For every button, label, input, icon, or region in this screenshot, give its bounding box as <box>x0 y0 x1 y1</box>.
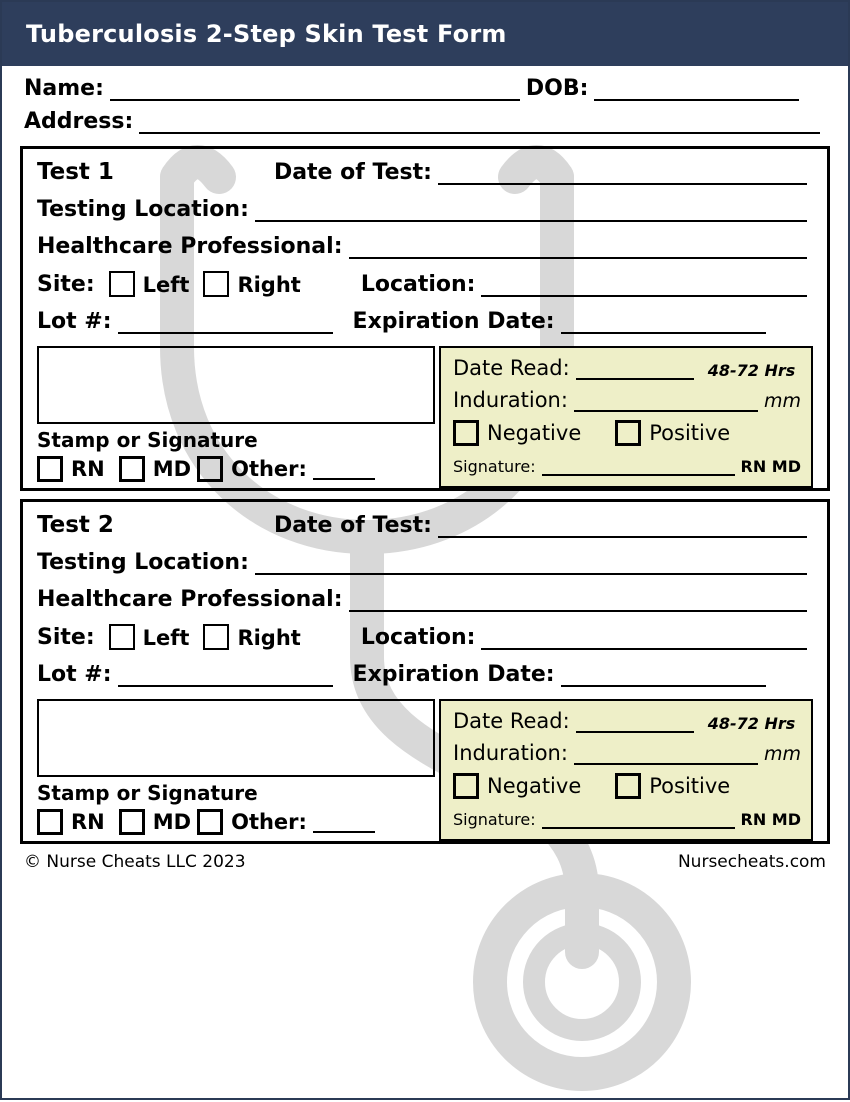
test-1-induration-input[interactable] <box>574 388 758 412</box>
test-2-credential-row <box>37 809 435 835</box>
test-1-md-checkbox[interactable] <box>119 456 145 482</box>
test-1-positive-label: Positive <box>649 421 731 445</box>
name-label: Name: <box>24 76 104 101</box>
test-2-induration-label: Induration: <box>453 741 568 765</box>
test-2-stamp-area <box>37 699 435 841</box>
test-1-lot-label: Lot #: <box>37 309 112 334</box>
test-1-stamp-label: Stamp or Signature <box>37 428 258 452</box>
test-1-expiration-input[interactable] <box>561 310 766 334</box>
test-1-expiration-label: Expiration Date: <box>352 309 555 334</box>
test-2-induration-row <box>453 741 801 765</box>
form-header <box>2 2 848 66</box>
test-1-title: Test 1 <box>37 159 114 185</box>
test-2-testing-location-input[interactable] <box>255 551 807 575</box>
test-1-stamp-area <box>37 346 435 488</box>
test-1-stamp-box[interactable] <box>37 346 435 424</box>
test-1-signature-label: Signature: <box>453 457 536 476</box>
test-1-site-left-checkbox[interactable] <box>109 271 135 297</box>
test-1-date-of-test-label: Date of Test: <box>273 160 432 185</box>
test-1-rn-label: RN <box>71 457 105 481</box>
test-1-testing-location-row <box>37 197 813 222</box>
copyright-text: © Nurse Cheats LLC 2023 <box>24 852 246 872</box>
test-2-signature-suffix: RN MD <box>740 810 801 829</box>
test-1-result-row <box>453 420 801 446</box>
website-text: Nursecheats.com <box>677 852 826 872</box>
test-1-site-right-label: Right <box>237 273 301 297</box>
test-1-signature-input[interactable] <box>542 452 735 476</box>
test-2-other-label: Other: <box>231 810 307 834</box>
test-1-date-read-row <box>453 356 801 380</box>
test-1-induration-row <box>453 388 801 412</box>
test-2-signature-row <box>453 805 801 829</box>
test-2-other-input[interactable] <box>313 811 375 833</box>
test-1-testing-location-input[interactable] <box>255 198 807 222</box>
test-1-site-row <box>37 271 813 297</box>
test-1-positive-checkbox[interactable] <box>615 420 641 446</box>
test-2-site-left-label: Left <box>142 626 190 650</box>
test-1-signature-suffix: RN MD <box>740 457 801 476</box>
test-2-site-right-label: Right <box>237 626 301 650</box>
test-2-result-row <box>453 773 801 799</box>
test-2-read-panel <box>439 699 813 841</box>
test-1-other-input[interactable] <box>313 458 375 480</box>
test-2-negative-label: Negative <box>487 774 582 798</box>
test-1-negative-checkbox[interactable] <box>453 420 479 446</box>
test-1-block <box>20 146 830 491</box>
test-2-location-label: Location: <box>360 625 476 650</box>
test-2-title-row <box>37 512 813 538</box>
test-2-date-read-row <box>453 709 801 733</box>
test-1-date-of-test-input[interactable] <box>438 161 807 185</box>
patient-info-section <box>2 66 848 146</box>
test-1-bottom-area <box>37 346 813 488</box>
test-1-negative-label: Negative <box>487 421 582 445</box>
test-2-title: Test 2 <box>37 512 114 538</box>
test-2-other-checkbox[interactable] <box>197 809 223 835</box>
test-2-induration-input[interactable] <box>574 741 758 765</box>
test-1-induration-label: Induration: <box>453 388 568 412</box>
test-1-other-checkbox[interactable] <box>197 456 223 482</box>
test-1-lot-expiration-row <box>37 309 813 334</box>
test-2-healthcare-professional-label: Healthcare Professional: <box>37 587 343 612</box>
test-1-healthcare-professional-label: Healthcare Professional: <box>37 234 343 259</box>
test-2-rn-label: RN <box>71 810 105 834</box>
test-1-lot-input[interactable] <box>118 310 333 334</box>
form-footer <box>2 852 848 872</box>
page-title: Tuberculosis 2-Step Skin Test Form <box>26 20 507 48</box>
test-2-healthcare-professional-row <box>37 587 813 612</box>
test-2-date-of-test-input[interactable] <box>438 514 807 538</box>
test-2-expiration-input[interactable] <box>561 663 766 687</box>
test-2-site-row <box>37 624 813 650</box>
test-1-date-read-input[interactable] <box>576 356 694 380</box>
test-2-testing-location-row <box>37 550 813 575</box>
test-1-location-input[interactable] <box>481 273 807 297</box>
test-1-date-read-label: Date Read: <box>453 356 570 380</box>
test-2-md-checkbox[interactable] <box>119 809 145 835</box>
test-2-lot-input[interactable] <box>118 663 333 687</box>
test-2-date-read-label: Date Read: <box>453 709 570 733</box>
address-input[interactable] <box>139 110 820 134</box>
test-2-site-right-checkbox[interactable] <box>203 624 229 650</box>
test-1-location-label: Location: <box>360 272 476 297</box>
test-2-expiration-label: Expiration Date: <box>352 662 555 687</box>
test-2-rn-checkbox[interactable] <box>37 809 63 835</box>
address-label: Address: <box>24 109 134 134</box>
test-2-md-label: MD <box>152 810 192 834</box>
test-1-signature-row <box>453 452 801 476</box>
dob-label: DOB: <box>525 76 589 101</box>
test-2-positive-label: Positive <box>649 774 731 798</box>
test-1-other-label: Other: <box>231 457 307 481</box>
name-dob-row <box>24 76 826 101</box>
test-2-signature-label: Signature: <box>453 810 536 829</box>
test-2-date-of-test-label: Date of Test: <box>273 513 432 538</box>
test-1-site-label: Site: <box>37 272 95 297</box>
test-1-title-row <box>37 159 813 185</box>
test-1-healthcare-professional-input[interactable] <box>349 235 808 259</box>
test-2-stamp-label: Stamp or Signature <box>37 781 258 805</box>
test-1-testing-location-label: Testing Location: <box>37 197 249 222</box>
test-1-healthcare-professional-row <box>37 234 813 259</box>
test-2-site-label: Site: <box>37 625 95 650</box>
test-2-stamp-box[interactable] <box>37 699 435 777</box>
test-2-site-left-checkbox[interactable] <box>109 624 135 650</box>
test-1-read-panel <box>439 346 813 488</box>
test-2-hours-note: 48-72 Hrs <box>707 714 796 733</box>
test-2-testing-location-label: Testing Location: <box>37 550 249 575</box>
test-2-positive-checkbox[interactable] <box>615 773 641 799</box>
test-2-negative-checkbox[interactable] <box>453 773 479 799</box>
test-2-block <box>20 499 830 844</box>
test-2-induration-unit: mm <box>763 743 801 765</box>
test-2-location-input[interactable] <box>481 626 807 650</box>
name-input[interactable] <box>110 77 520 101</box>
test-1-rn-checkbox[interactable] <box>37 456 63 482</box>
test-1-site-left-label: Left <box>142 273 190 297</box>
test-1-induration-unit: mm <box>763 390 801 412</box>
test-1-hours-note: 48-72 Hrs <box>707 361 796 380</box>
dob-input[interactable] <box>594 77 799 101</box>
test-2-lot-expiration-row <box>37 662 813 687</box>
test-1-md-label: MD <box>152 457 192 481</box>
test-2-date-read-input[interactable] <box>576 709 694 733</box>
test-2-healthcare-professional-input[interactable] <box>349 588 808 612</box>
test-1-credential-row <box>37 456 435 482</box>
address-row <box>24 109 826 134</box>
test-2-bottom-area <box>37 699 813 841</box>
test-2-signature-input[interactable] <box>542 805 735 829</box>
test-1-site-right-checkbox[interactable] <box>203 271 229 297</box>
test-2-lot-label: Lot #: <box>37 662 112 687</box>
